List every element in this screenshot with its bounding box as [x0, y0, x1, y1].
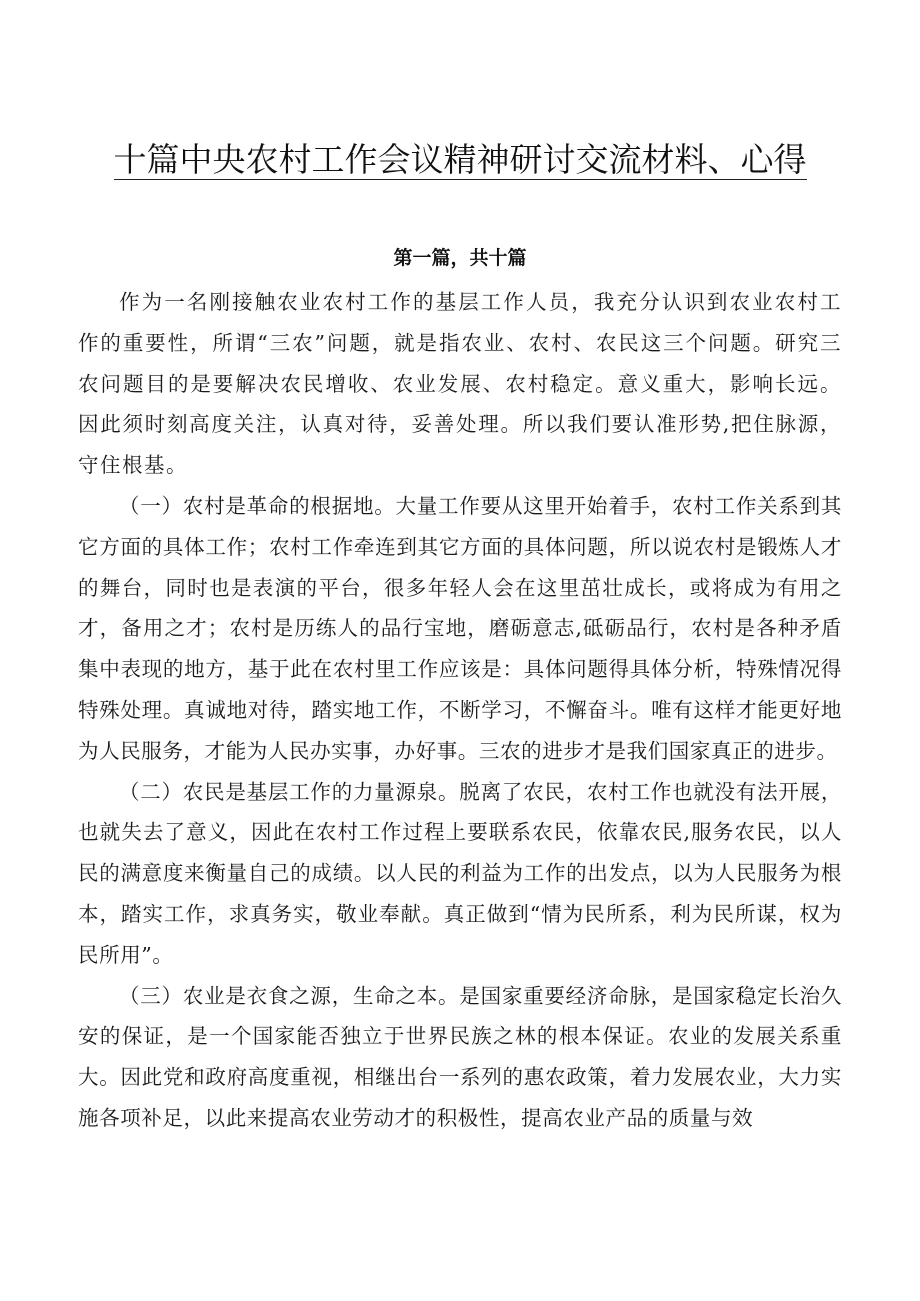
paragraph-section-1: （一）农村是革命的根据地。大量工作要从这里开始着手，农村工作关系到其它方面的具体工作；农村工作牵连到其它方面的具体问题，所以说农村是锻炼人才的舞台，同时也是表演的平台，很多年轻人会在这里茁壮成长，或将成为有用之才，备用之才；农村是历练人的品行宝地，磨砺意志,砥砺品行，农村是各种矛盾集中表现的地方，基于此在农村里工作应该是：具体问题得具体分析，特殊情况得特殊处理。真诚地对待，踏实地工作，不断学习，不懈奋斗。唯有这样才能更好地为人民服务，才能为人民办实事，办好事。三农的进步才是我们国家真正的进步。 [78, 493, 842, 763]
document-title [78, 138, 842, 182]
article-heading: 第一篇，共十篇 [393, 247, 527, 269]
paragraph-section-3: （三）农业是衣食之源，生命之本。是国家重要经济命脉，是国家稳定长治久安的保证，是一个国家能否独立于世界民族之林的根本保证。农业的发展关系重大。因此党和政府高度重视，相继出台一系列的惠农政策，着力发展农业，大力实施各项补足，以此来提高农业劳动才的积极性，提高农业产品的质量与效 [78, 983, 842, 1130]
paragraph-section-2: （二）农民是基层工作的力量源泉。脱离了农民，农村工作也就没有法开展，也就失去了意义，因此在农村工作过程上要联系农民，依靠农民,服务农民，以人民的满意度来衡量自己的成绩。以人民的利益为工作的出发点，以为人民服务为根本，踏实工作，求真务实，敬业奉献。真正做到“情为民所系，利为民所谋，权为民所用”。 [78, 779, 842, 967]
paragraph-intro: 作为一名刚接触农业农村工作的基层工作人员，我充分认识到农业农村工作的重要性，所谓“三农”问题，就是指农业、农村、农民这三个问题。研究三农问题目的是要解决农民增收、农业发展、农村稳定。意义重大，影响长远。因此须时刻高度关注，认真对待，妥善处理。所以我们要认准形势,把住脉源，守住根基。 [78, 290, 842, 478]
document-body [78, 282, 842, 1139]
document-title-text: 十篇中央农村工作会议精神研讨交流材料、心得 [113, 140, 807, 179]
